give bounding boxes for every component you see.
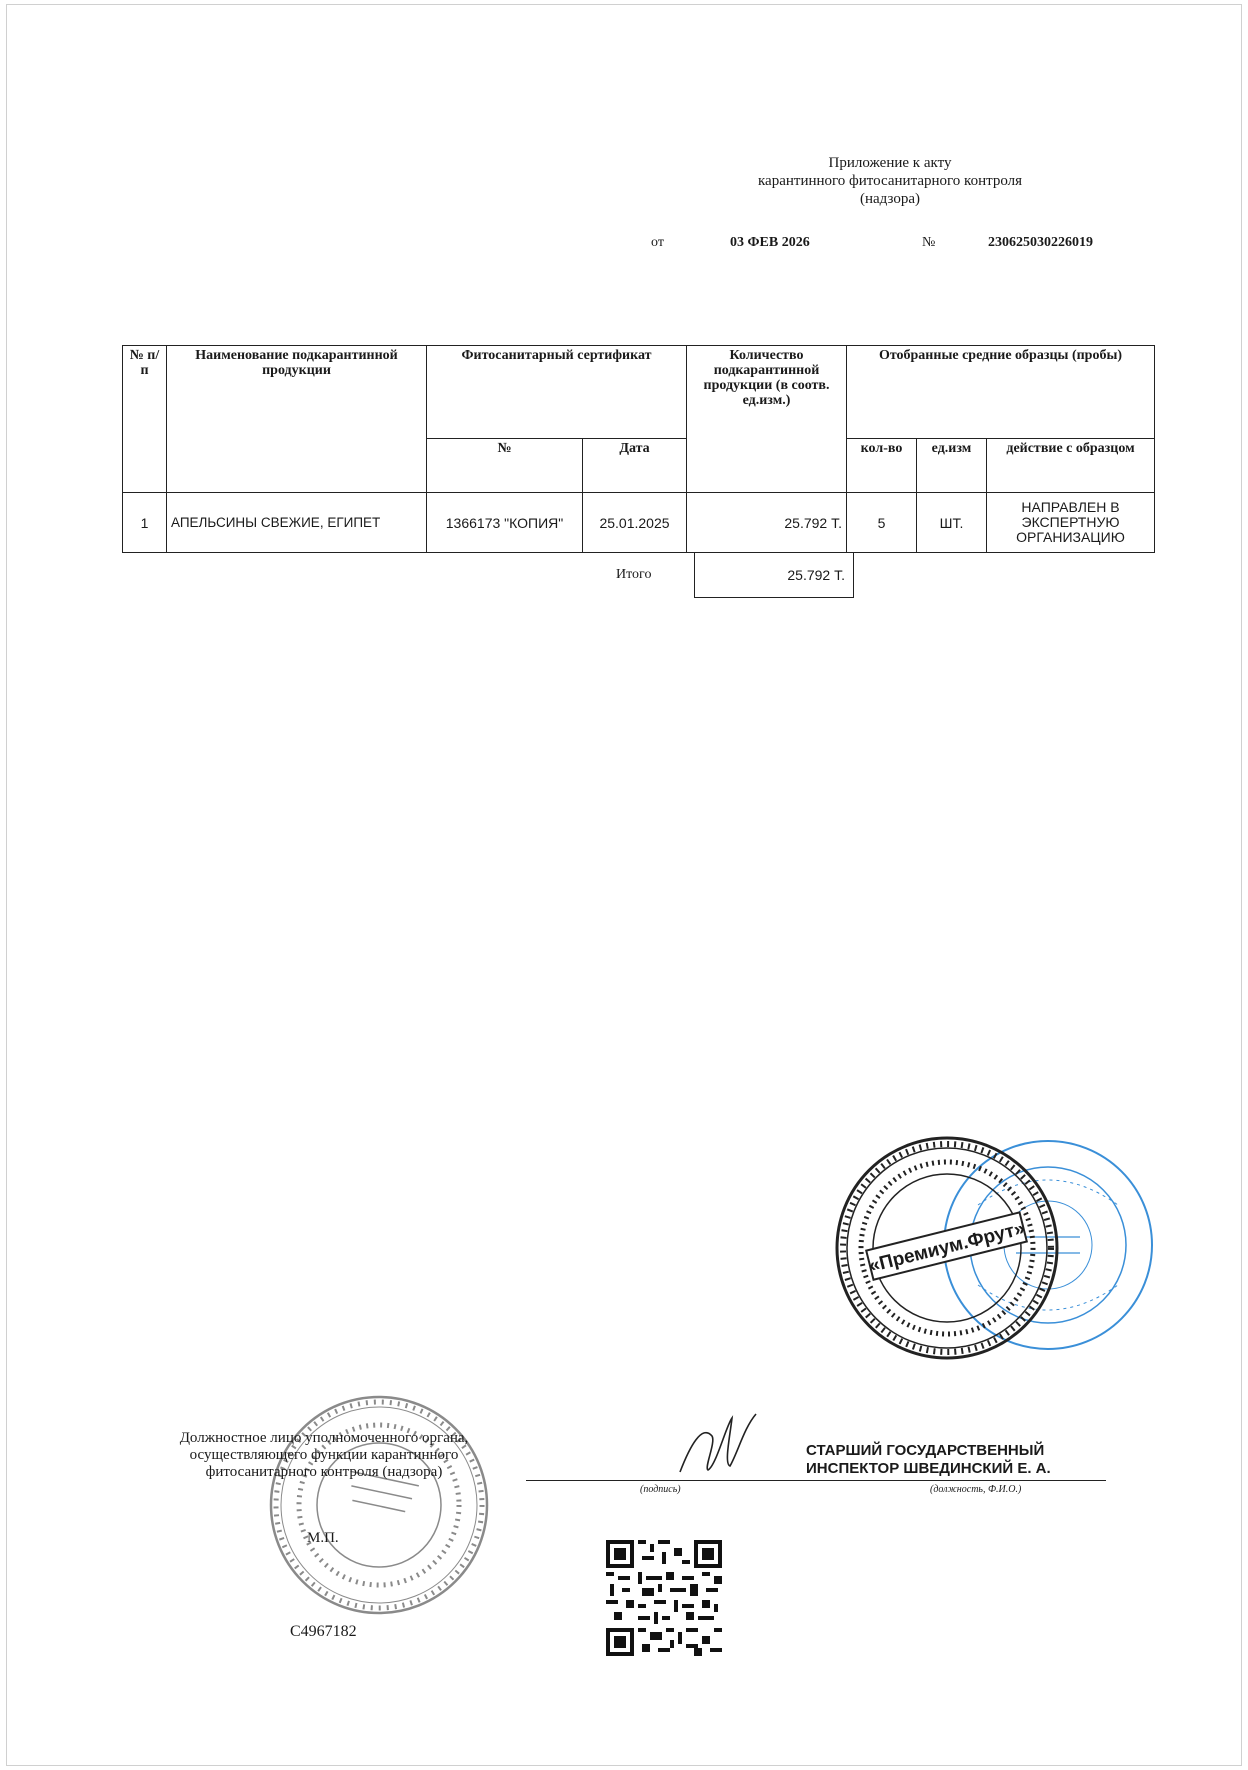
signature-line <box>526 1480 1106 1481</box>
total-label: Итого <box>616 567 652 582</box>
col-no-header: № п/п <box>123 346 167 493</box>
row-sample-count: 5 <box>847 493 917 553</box>
col-certificate-header: Фитосанитарный сертификат <box>427 346 687 439</box>
mp-label: М.П. <box>307 1530 339 1546</box>
sub-cert-no-header: № <box>427 439 583 493</box>
row-cert-date: 25.01.2025 <box>583 493 687 553</box>
serial-number: С4967182 <box>290 1623 357 1640</box>
header-line-3: (надзора) <box>860 191 920 207</box>
col-samples-header: Отобранные средние образцы (пробы) <box>847 346 1155 439</box>
inspector-signature <box>672 1406 772 1486</box>
col-name-header: Наименование подкарантинной продукции <box>167 346 427 493</box>
row-sample-action: НАПРАВЛЕН В ЭКСПЕРТНУЮ ОРГАНИЗАЦИЮ <box>987 493 1155 553</box>
inspector-line-1: СТАРШИЙ ГОСУДАРСТВЕННЫЙ <box>806 1442 1045 1459</box>
stamp-company-name: «Премиум.Фрут» <box>866 1217 1027 1278</box>
document-header <box>700 154 1080 208</box>
col-quantity-header: Количество подкарантинной продукции (в соотв. ед.изм.) <box>687 346 847 493</box>
ref-date: 03 ФЕВ 2026 <box>730 235 810 250</box>
official-title: Должностное лицо уполномоченного органа, осуществляющего функции карантинного фитосанитарного контроля (надзора) <box>179 1430 469 1480</box>
header-line-2: карантинного фитосанитарного контроля <box>757 173 1023 189</box>
ref-number-label: № <box>922 235 936 250</box>
row-cert-no: 1366173 "КОПИЯ" <box>427 493 583 553</box>
position-caption: (должность, Ф.И.О.) <box>930 1484 1022 1495</box>
official-seal-stamp <box>264 1390 494 1620</box>
sub-sample-count-header: кол-во <box>847 439 917 493</box>
page-border <box>6 4 1242 1766</box>
row-quantity: 25.792 Т. <box>687 493 847 553</box>
table-header-row <box>123 346 1155 439</box>
row-product-name: АПЕЛЬСИНЫ СВЕЖИЕ, ЕГИПЕТ <box>167 493 427 553</box>
ref-from-label: от <box>651 235 664 250</box>
row-sample-unit: ШТ. <box>917 493 987 553</box>
total-value: 25.792 Т. <box>694 553 854 598</box>
ref-number: 230625030226019 <box>988 235 1093 250</box>
sub-cert-date-header: Дата <box>583 439 687 493</box>
inspection-table <box>122 345 1155 553</box>
sub-sample-action-header: действие с образцом <box>987 439 1155 493</box>
qr-code <box>606 1540 722 1656</box>
black-company-stamp <box>832 1133 1062 1363</box>
signature-caption: (подпись) <box>640 1484 681 1495</box>
inspector-line-2: ИНСПЕКТОР ШВЕДИНСКИЙ Е. А. <box>806 1460 1051 1477</box>
inspector-name <box>806 1442 1051 1478</box>
table-row <box>123 493 1155 553</box>
header-line-1: Приложение к акту <box>828 155 952 171</box>
sub-sample-unit-header: ед.изм <box>917 439 987 493</box>
row-no: 1 <box>123 493 167 553</box>
